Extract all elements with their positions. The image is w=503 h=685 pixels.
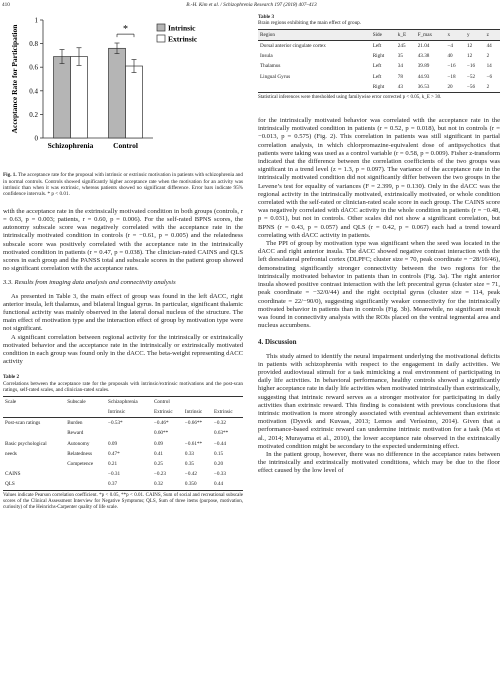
table-cell: 0.60**: [153, 430, 169, 437]
table-cell: 12: [467, 43, 473, 50]
y-tick-label: 0.8: [29, 40, 38, 49]
table-cell: [65, 469, 106, 479]
left-paragraph-2: As presented in Table 3, the main effect of group was found in the left dACC, right anterior insula, left thalamus, and bilateral lingual gyrus. In particular, significant thalamic functional activity was mainly observed in the lateral dorsal nucleus of the structure. The main effect of motivation type and the interaction effect of group by motivation type were not significant.: [3, 292, 243, 333]
table-cell: −6: [486, 73, 493, 80]
table-row: [3, 428, 243, 438]
table-cell: −56: [465, 82, 485, 93]
table-cell: [258, 82, 371, 93]
table-row: [258, 61, 500, 71]
bar-intrinsic: [109, 48, 126, 138]
table-cell: Dorsal anterior cingulate cortex: [260, 43, 326, 50]
table-cell: Autonomy: [67, 440, 90, 447]
table-cell: [3, 459, 65, 469]
section-3-3-heading: 3.3. Results from imaging data analysis and connectivity analysis: [3, 279, 176, 287]
table-cell: Competence: [67, 460, 94, 467]
figure-1-chart: [3, 14, 243, 166]
table-cell: 43.38: [417, 53, 430, 60]
table-row: [3, 439, 243, 449]
table-cell: Insula: [260, 53, 273, 60]
table-3-note: Statistical inferences were thresholded using familywise error corrected p < 0.05, k_E > 30.: [258, 95, 442, 101]
table-cell: Basic psychological: [5, 440, 47, 447]
table-row: [3, 479, 243, 490]
table-cell: Right: [372, 53, 385, 60]
table-cell: 0.09: [108, 440, 118, 447]
table-cell: −0.23: [153, 471, 166, 478]
table-3-block: [258, 14, 500, 101]
table-cell: [145, 428, 152, 438]
y-axis-label: Acceptance Rate for Participation: [10, 24, 19, 134]
table-cell: 44: [486, 43, 492, 50]
table-cell: 78: [397, 73, 403, 80]
figure-1-caption-text: The acceptance rate for the proposal with intrinsic or extrinsic motivation in patients with schizophrenia and in normal controls. Controls showed significantly higher acceptance rate when the motivation for an activity was intrinsic than when it was extrinsic, whereas patients showed no significant difference. Error bars indicate 95% confidence intervals. * p < 0.01.: [3, 172, 243, 198]
table-cell: Left: [372, 63, 382, 70]
table-cell: 43: [396, 82, 416, 93]
figure-1-caption: [3, 172, 243, 198]
table-2-header-ctl-intrinsic: Intrinsic: [183, 407, 212, 418]
right-paragraph-1: for the intrinsically motivated behavior was correlated with the acceptance rate in the intrinsically motivated condition in patients (r = 0.52, p = 0.018), but not in controls (r = −0.013, p = 0.575) (Fig. 2). This correlation in patients was still significant in partial correlation analysis, in which chlorpromazine-equivalent dose of antipsychotics that patients were taking was used as a control variable (r = 0.58, p = 0.009). Fisher z-transform indicated that the difference between the correlation coefficients of the two groups was significant in a trend level (z = 1.3, p = 0.097). The variance of the acceptance rate in the intrinsically motivated condition did not significantly differ between the two groups in the Levene’s test for equality of variances (F = 2.399, p = 0.130). Only in the dACC was the regional activity in the intrinsically motivated, extrinsically motivated, or whole condition correlated with the self-rated or clinician-rated scale score in each group. The CAINS score was negatively correlated with dACC activity in the whole condition in patients (r = −0.48, p = 0.031), but not in controls. Other scales did not show a significant correlation, but BPNS (r = 0.43, p = 0.057) and QLS (r = 0.42, p = 0.067) each had a trend toward correlating with dACC activity in patients.: [258, 117, 500, 239]
table-cell: [145, 459, 152, 469]
table-cell: [106, 428, 145, 438]
bar-extrinsic: [126, 66, 143, 138]
significance-star: *: [123, 24, 128, 36]
right-paragraph-4: In the patient group, however, there was no difference in the acceptance rates between the intrinsically and extrinsically motivated conditions, which may be due to the floor effect caused by the low level of: [258, 450, 500, 475]
table-cell: 40: [447, 53, 453, 60]
table-cell: −0.53*: [108, 420, 123, 427]
left-paragraph-1: with the acceptance rate in the extrinsically motivated condition in both groups (controls, r = 0.63, p = 0.003; patients, r = 0.60, p = 0.006). For the self-rated BPNS scores, the autonomy subscale score was negatively correlated with the acceptance rate in the intrinsically motivated condition in controls (r = −0.61, p = 0.005) and the relatedness subscale score was positively correlated with the acceptance rate in the intrinsically motivated condition in patients (r = 0.47, p = 0.038). The clinician-rated CAINS and QLS scores in each group and the PANSS total and subscale scores in the patient group showed no significant correlation with the acceptance rates.: [3, 207, 243, 273]
y-tick-label: 1: [34, 16, 38, 25]
table-cell: 14: [486, 63, 492, 70]
table-cell: 0.63**: [213, 430, 229, 437]
table-3-header-y: y: [465, 29, 485, 40]
running-header: [0, 2, 503, 12]
table-cell: −0.32: [213, 420, 226, 427]
table-cell: −4: [447, 43, 453, 50]
table-cell: [145, 469, 152, 479]
table-3-header-x: x: [445, 29, 465, 40]
table-row: [258, 82, 500, 93]
table-3-header-ke: k_E: [396, 29, 416, 40]
table-2-caption: [3, 374, 243, 393]
bar-extrinsic: [71, 57, 88, 138]
table-cell: −0.61**: [184, 440, 203, 447]
table-cell: 245: [397, 43, 406, 50]
table-cell: [145, 449, 152, 459]
table-cell: 0.41: [153, 450, 164, 457]
table-cell: 0.21: [108, 460, 118, 467]
table-cell: QLS: [3, 479, 65, 490]
table-cell: 36.53: [416, 82, 446, 93]
table-cell: [3, 428, 65, 438]
bar-intrinsic: [54, 57, 71, 138]
table-3-title: Brain regions exhibiting the main effect of group.: [258, 20, 362, 27]
table-cell: −18: [447, 73, 456, 80]
table-cell: CAINS: [5, 471, 21, 478]
table-cell: needs: [5, 450, 17, 457]
table-row: [258, 51, 500, 61]
table-cell: 0.32: [152, 479, 183, 490]
table-cell: −0.66**: [184, 420, 203, 427]
table-2-block: [3, 374, 243, 510]
x-tick-label: Schizophrenia: [47, 141, 94, 150]
table-row: [258, 41, 500, 52]
table-cell: [65, 479, 106, 490]
table-cell: 39.89: [417, 63, 430, 70]
table-cell: 0.350: [183, 479, 212, 490]
left-column: [3, 14, 243, 511]
page-number: 410: [2, 2, 10, 8]
table-cell: −16: [447, 63, 456, 70]
table-row: [3, 459, 243, 469]
legend-label-intrinsic: Intrinsic: [168, 23, 196, 33]
y-tick-label: 0.2: [29, 110, 38, 119]
left-paragraph-3: A significant correlation between regional activity for the intrinsically or extrinsically motivated behavior and the acceptance rate in the intrinsically or extrinsically motivated condition in each group was found only in the dACC. The beta-weight representing dACC activity: [3, 333, 243, 366]
table-3-header-fmax: F_max: [416, 29, 446, 40]
table-2-label: Table 2: [3, 374, 20, 381]
figure-1-label: Fig. 1.: [3, 172, 17, 179]
table-cell: [145, 439, 152, 449]
table-cell: −52: [467, 73, 476, 80]
table-row: [3, 469, 243, 479]
table-cell: 0.47*: [108, 450, 120, 457]
table-row: [3, 418, 243, 429]
table-cell: −0.33: [213, 471, 226, 478]
table-cell: Relatedness: [67, 450, 92, 457]
table-cell: 0.44: [212, 479, 243, 490]
table-cell: Burden: [67, 420, 83, 427]
table-cell: 34: [397, 63, 403, 70]
table-cell: [145, 479, 152, 490]
table-cell: 12: [467, 53, 473, 60]
table-cell: Thalamus: [260, 63, 281, 70]
table-cell: 0.15: [213, 450, 224, 457]
table-cell: 35: [397, 53, 403, 60]
table-cell: Left: [372, 43, 382, 50]
table-cell: 20: [445, 82, 465, 93]
table-2-title: Correlations between the acceptance rate for the proposals with intrinsic/extrinsic motivations and the post-scan ratings, self-rated scales, and clinician-rated scales.: [3, 380, 243, 394]
table-cell: 0.20: [213, 460, 224, 467]
table-cell: [145, 418, 152, 429]
table-2-header-control: Control: [152, 396, 212, 407]
table-2-header-scale: Scale: [3, 396, 65, 407]
right-column: [258, 14, 500, 476]
y-tick-label: 0.6: [29, 63, 38, 72]
table-2-header-sz-intrinsic: Intrinsic: [106, 407, 145, 418]
table-cell: −0.42: [184, 471, 197, 478]
right-paragraph-2: The PPI of group by motivation type was significant when the seed was located in the dACC and right anterior insula. The dACC showed negative contrast interaction with the left dorsolateral prefrontal cortex (DLPFC; cluster size = 70, peak coordinate = −28/16/46), demonstrating significantly stronger connectivity between the two regions for the intrinsically motivated behavior in patients than in controls (Fig. 3a). The right anterior insula showed positive contrast interaction with the left precentral gyrus (cluster size = 71, peak coordinate = −32/0/44) and the right occipital gyrus (cluster size = 114, peak coordinate = 22/−90/0), suggesting significantly weaker connectivity for the intrinsically motivated behavior in patients than in controls (Fig. 3b). Meanwhile, no significant result was found in connectivity analysis with the ROIs placed on the ventral tegmental area and nucleus accumbens.: [258, 240, 500, 330]
legend-swatch-extrinsic: [157, 35, 165, 42]
table-cell: 2: [485, 82, 500, 93]
table-row: [258, 72, 500, 82]
table-cell: −0.44: [213, 440, 226, 447]
table-cell: −0.31: [108, 471, 121, 478]
section-4-heading: 4. Discussion: [258, 338, 297, 347]
table-3-header-side: Side: [371, 29, 396, 40]
running-head-text: B.-H. Kim et al. / Schizophrenia Research 197 (2018) 407–413: [186, 2, 317, 8]
table-cell: 0.35: [184, 460, 194, 467]
table-2-header-schizophrenia: Schizophrenia: [106, 396, 152, 407]
table-3-header-region: Region: [258, 29, 371, 40]
table-cell: −16: [467, 63, 476, 70]
table-cell: Left: [372, 73, 382, 80]
legend-label-extrinsic: Extrinsic: [168, 34, 198, 44]
table-2-header-subscale: Subscale: [65, 396, 106, 407]
table-cell: 2: [486, 53, 490, 60]
x-tick-label: Control: [113, 141, 138, 150]
table-3-caption: [258, 14, 500, 27]
table-2-header-ctl-extrinsic: Extrinsic: [212, 407, 243, 418]
table-3-label: Table 3: [258, 14, 275, 20]
right-paragraph-3: This study aimed to identify the neural impairment underlying the motivational deficits in patients with schizophrenia with respect to the engagement in daily activities. We provided audiovisual stimuli for a task mimicking a real environment of participating in daily life activities. In behavioral performance, healthy controls showed a significantly higher acceptance rate in daily life activities when motivated intrinsically than extrinsically, suggesting that intrinsic reward serves as a stronger motivator for participating in daily activities than extrinsic reward. This finding is consistent with previous conclusions that intrinsic motivation is more strongly associated with eventual achievement than extrinsic motivation (Dysvik and Kuvaas, 2013; Lemos and Veríssimo, 2014). Given that a performance-based extrinsic reward can undermine intrinsic motivation for a task (Ma et al., 2014; Murayama et al., 2010), the lower acceptance rate observed in the extrinsically motivated condition might be secondary to the expected undermining effect.: [258, 352, 500, 450]
table-cell: Lingual Gyrus: [260, 73, 291, 80]
table-cell: Reward: [67, 430, 84, 437]
y-tick-label: 0: [34, 134, 38, 143]
table-2-header-sz-extrinsic: Extrinsic: [152, 407, 183, 418]
table-cell: Post-scan ratings: [5, 420, 41, 427]
table-3: [258, 29, 500, 93]
table-cell: Right: [371, 82, 396, 93]
table-2-note: Values indicate Pearson correlation coefficient. *p < 0.05, **p < 0.01. CAINS, Sum of social and recreational subscale scores of the Clinical Assessment Interview for Negative Symptoms; QLS, Sum of three items (purpose, motivation, curiosity) of the Heinrichs-Carpenter quality of life scale.: [3, 492, 243, 510]
y-tick-label: 0.4: [29, 87, 38, 96]
table-3-header-z: z: [485, 29, 500, 40]
table-cell: 0.09: [153, 440, 164, 447]
table-row: [3, 449, 243, 459]
table-cell: 0.33: [184, 450, 194, 457]
table-cell: [183, 428, 212, 438]
table-cell: 0.25: [153, 460, 164, 467]
table-cell: 0.37: [106, 479, 145, 490]
table-cell: 44.93: [417, 73, 430, 80]
legend-swatch-intrinsic: [157, 24, 165, 31]
table-cell: −0.46*: [153, 420, 169, 427]
table-2: [3, 396, 243, 491]
table-cell: 21.04: [417, 43, 430, 50]
